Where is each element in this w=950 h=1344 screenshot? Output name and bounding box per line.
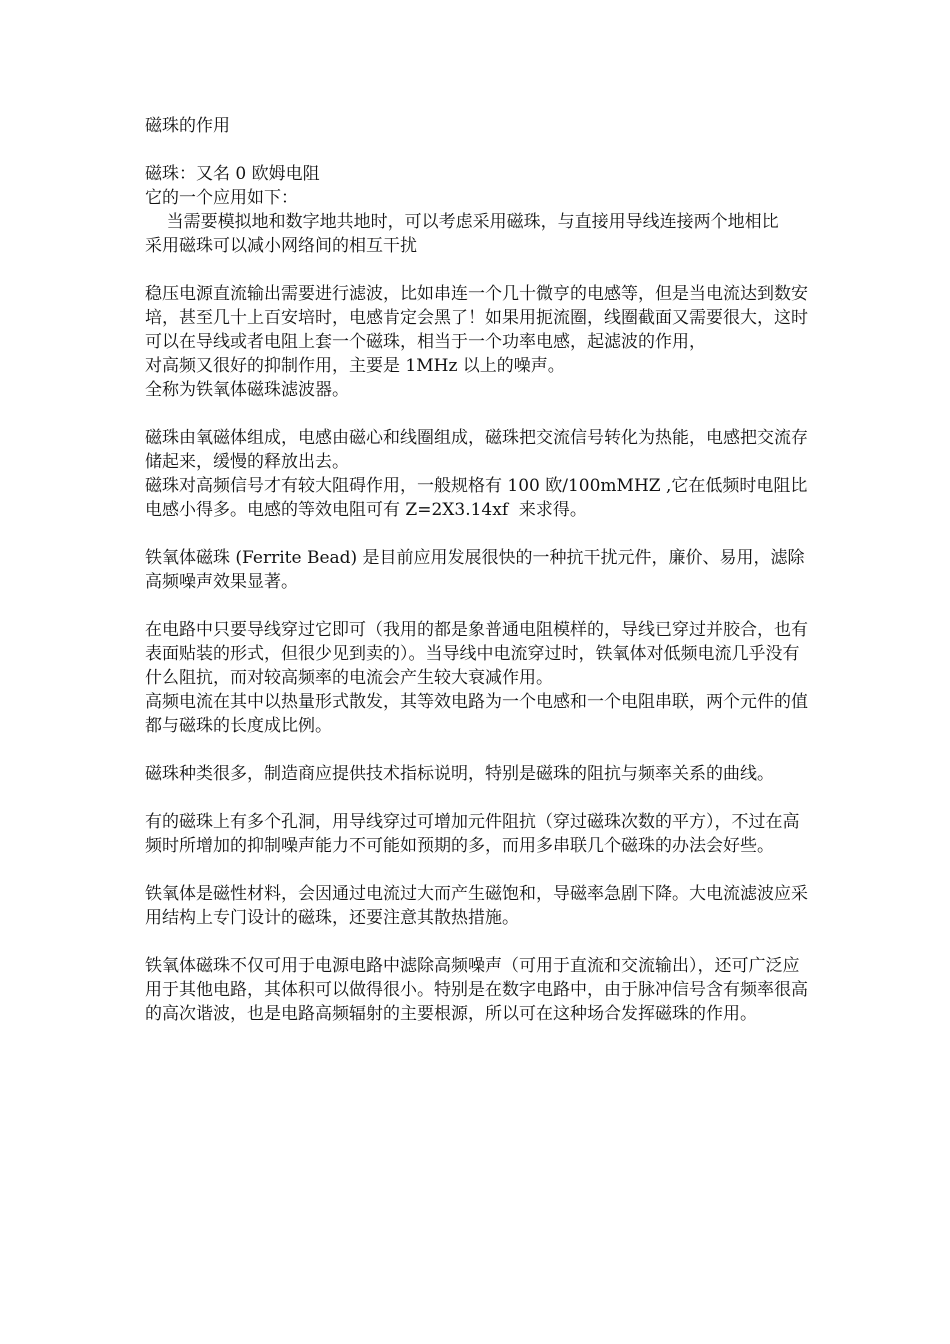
spacer xyxy=(145,138,810,162)
paragraph: 当需要模拟地和数字地共地时，可以考虑采用磁珠，与直接用导线连接两个地相比 xyxy=(145,212,779,232)
spacer xyxy=(145,522,810,546)
document-body xyxy=(145,114,810,1026)
spacer xyxy=(145,258,810,282)
spacer xyxy=(145,786,810,810)
spacer xyxy=(145,858,810,882)
paragraph: 磁珠对高频信号才有较大阻碍作用，一般规格有 100 欧/100mMHZ ,它在低频时电阻比电感小得多。电感的等效电阻可有 Z=2X3.14xf 来求得。 xyxy=(145,476,808,520)
paragraph: 全称为铁氧体磁珠滤波器。 xyxy=(145,380,349,400)
section-multi-hole xyxy=(145,810,810,858)
section-composition xyxy=(145,426,810,522)
paragraph: 采用磁珠可以减小网络间的相互干扰 xyxy=(145,236,417,256)
paragraph: 铁氧体磁珠不仅可用于电源电路中滤除高频噪声（可用于直流和交流输出），还可广泛应用于其他电路，其体积可以做得很小。特别是在数字电路中，由于脉冲信号含有频率很高的高次谐波，也是电路高频辐射的主要根源，所以可在这种场合发挥磁珠的作用。 xyxy=(145,956,808,1024)
spacer xyxy=(145,930,810,954)
paragraph: 磁珠由氧磁体组成，电感由磁心和线圈组成，磁珠把交流信号转化为热能，电感把交流存储起来，缓慢的释放出去。 xyxy=(145,428,808,472)
paragraph: 磁珠种类很多，制造商应提供技术指标说明，特别是磁珠的阻抗与频率关系的曲线。 xyxy=(145,764,774,784)
paragraph: 稳压电源直流输出需要进行滤波，比如串连一个几十微亨的电感等，但是当电流达到数安培，甚至几十上百安培时，电感肯定会黑了！如果用扼流圈，线圈截面又需要很大，这时可以在导线或者电阻上套一个磁珠，相当于一个功率电感，起滤波的作用， xyxy=(145,284,808,352)
paragraph: 它的一个应用如下： xyxy=(145,188,298,208)
document-title: 磁珠的作用 xyxy=(145,116,230,136)
section-zero-ohm xyxy=(145,162,810,258)
paragraph: 磁珠：又名 0 欧姆电阻 xyxy=(145,164,320,184)
section-usage xyxy=(145,618,810,738)
paragraph: 有的磁珠上有多个孔洞，用导线穿过可增加元件阻抗（穿过磁珠次数的平方），不过在高频时所增加的抑制噪声能力不可能如预期的多，而用多串联几个磁珠的办法会好些。 xyxy=(145,812,800,856)
paragraph: 高频电流在其中以热量形式散发，其等效电路为一个电感和一个电阻串联，两个元件的值都与磁珠的长度成比例。 xyxy=(145,692,808,736)
paragraph: 在电路中只要导线穿过它即可（我用的都是象普通电阻模样的，导线已穿过并胶合，也有表面贴装的形式，但很少见到卖的）。当导线中电流穿过时，铁氧体对低频电流几乎没有什么阻抗，而对较高频率的电流会产生较大衰减作用。 xyxy=(145,620,808,688)
section-saturation xyxy=(145,882,810,930)
section-applications xyxy=(145,954,810,1026)
spacer xyxy=(145,738,810,762)
paragraph: 铁氧体磁珠 (Ferrite Bead) 是目前应用发展很快的一种抗干扰元件，廉价、易用，滤除高频噪声效果显著。 xyxy=(145,548,805,592)
section-power-filter xyxy=(145,282,810,402)
paragraph: 对高频又很好的抑制作用，主要是 1MHz 以上的噪声。 xyxy=(145,356,565,376)
section-ferrite-bead xyxy=(145,546,810,594)
spacer xyxy=(145,402,810,426)
section-types xyxy=(145,762,810,786)
spacer xyxy=(145,594,810,618)
paragraph: 铁氧体是磁性材料，会因通过电流过大而产生磁饱和，导磁率急剧下降。大电流滤波应采用结构上专门设计的磁珠，还要注意其散热措施。 xyxy=(145,884,808,928)
